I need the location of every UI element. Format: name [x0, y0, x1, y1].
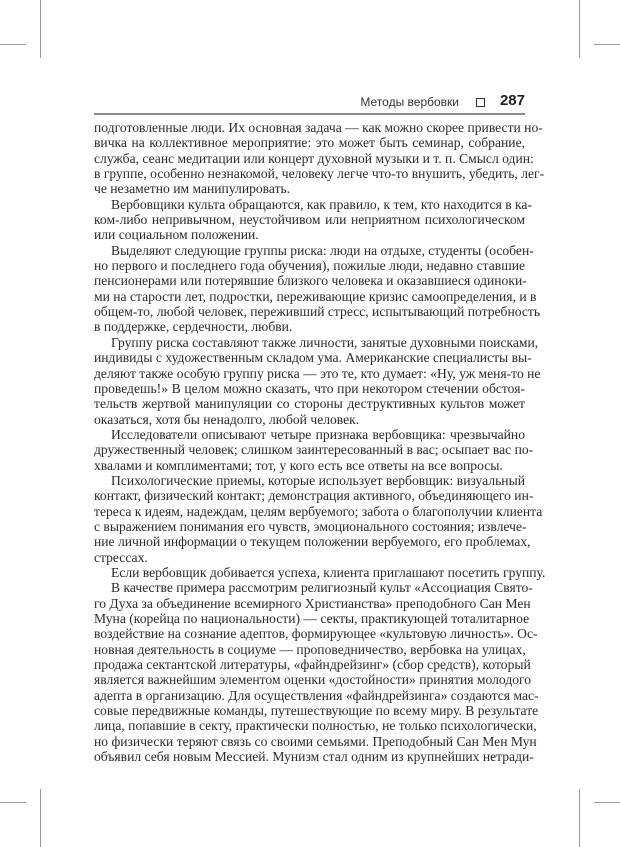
text-line: ние личной информации о текущем положении вербуемого, его проблемах, [94, 534, 531, 550]
text-line: хвалами и комплиментами; тот, у кого есть все ответы на все вопросы. [94, 457, 503, 473]
text-line: лица, попавшие в секту, практически полностью, не только психологически, [94, 718, 537, 734]
text-line: индивиды с художественным складом ума. Американские специалисты вы- [94, 350, 532, 366]
paragraph [94, 472, 543, 565]
text-line: подготовленные люди. Их основная задача — как можно скорее привести но- [94, 120, 543, 135]
text-line: че незаметно им манипулировать. [94, 181, 291, 197]
crop-mark [40, 0, 41, 58]
text-line: продажа сектантской литературы, «файндрейзинг» (сбор средств), который [94, 657, 531, 673]
text-line: объявил себя новым Мессией. Мунизм стал одним из крупнейших нетради- [94, 749, 534, 765]
text-line: но физически теряют связь со своими семьями. Преподобный Сан Мен Мун [94, 733, 537, 749]
crop-mark [0, 802, 26, 803]
paragraph [94, 426, 534, 473]
crop-mark [594, 44, 620, 45]
text-line: совые передвижные команды, путешествующие по всему миру. В результате [94, 703, 539, 719]
text-line: но первого и последнего года обучения), пожилые люди, недавно ставшие [94, 258, 525, 274]
text-line: с выражением понимания его чувств, эмоционального состояния; извлече- [94, 518, 527, 534]
text-line: или социальном положении. [94, 227, 259, 243]
paragraph [94, 196, 532, 243]
paragraph [94, 580, 539, 765]
text-line: адепта в организацию. Для осуществления «файндрейзинга» создаются мас- [94, 687, 539, 703]
body-text [94, 120, 546, 765]
text-line: служба, сеанс медитации или концерт духовной музыки и т. п. Смысл один: [94, 150, 534, 166]
text-line: Если вербовщик добивается успеха, клиента приглашают посетить группу. [111, 564, 546, 580]
text-line: новная деятельность в социуме — проповедничество, вербовка на улицах, [94, 641, 526, 657]
text-line: Психологические приемы, которые использует вербовщик: визуальный [111, 472, 525, 488]
square-bullet-icon [476, 98, 485, 107]
text-line: оказаться, хотя бы ненадолго, любой человек. [94, 411, 360, 427]
text-line: В качестве примера рассмотрим религиозный культ «Ассоциация Свято- [111, 580, 533, 596]
paragraph [94, 564, 546, 580]
running-title: Методы вербовки [360, 95, 459, 109]
text-line: Группу риска составляют также личности, занятые духовными поисками, [111, 334, 539, 350]
text-line: тереса к идеям, надеждам, целям вербуемого; забота о благополучии клиента [94, 503, 543, 519]
text-line: дружественный человек; слишком заинтересованный в вас; осыпает вас по- [94, 442, 534, 458]
text-line: Вербовщики культа обращаются, как правило, к тем, кто находится в ка- [111, 196, 532, 212]
text-line: общем-то, любой человек, переживший стресс, испытывающий потребность [94, 304, 541, 320]
text-line: деляют также особую группу риска — это те, кто думает: «Ну, уж меня-то не [94, 365, 541, 381]
header-rule [94, 113, 525, 115]
crop-mark [579, 789, 580, 847]
paragraph [94, 242, 541, 335]
text-line: ком-либо непривычном, неустойчивом или неприятном психологическом [94, 212, 525, 228]
text-line: ми на старости лет, подростки, переживающие кризис самоопределения, и в [94, 288, 537, 304]
crop-mark [40, 789, 41, 847]
crop-mark [0, 44, 26, 45]
text-line: Муна (корейца по национальности) — секты, практикующей тоталитарное [94, 611, 530, 626]
crop-mark [579, 0, 580, 58]
page-header [94, 92, 525, 112]
text-line: проведешь!» В целом можно сказать, что при некотором стечении обстоя- [94, 380, 525, 396]
text-line: пенсионерами или потерявшие близкого человека и оказавшиеся одиноки- [94, 273, 527, 289]
page-number: 287 [499, 92, 525, 109]
text-line: Выделяют следующие группы риска: люди на отдыхе, студенты (особен- [111, 242, 534, 258]
paragraph [94, 334, 541, 427]
paragraph [94, 120, 545, 197]
text-line: тельств жертвой манипуляции со стороны деструктивных культов может [94, 396, 525, 412]
text-line: является важнейшим элементом оценки «достойности» принятия молодого [94, 672, 532, 688]
text-line: стрессах. [94, 549, 148, 565]
text-line: в группе, особенно незнакомой, человеку легче что-то внушить, убедить, лег- [94, 166, 545, 182]
crop-mark [594, 802, 620, 803]
text-line: воздействие на сознание адептов, формирующее «культовую личность». Ос- [94, 626, 538, 642]
text-line: вичка на коллективное мероприятие: это может быть семинар, собрание, [94, 135, 525, 151]
text-line: в поддержке, сердечности, любви. [94, 319, 293, 335]
text-line: Исследователи описывают четыре признака вербовщика: чрезвычайно [111, 426, 525, 442]
text-line: го Духа за объединение всемирного Христианства» преподобного Сан Мен [94, 595, 531, 611]
text-line: контакт, физический контакт; демонстрация активного, объединяющего ин- [94, 488, 534, 504]
